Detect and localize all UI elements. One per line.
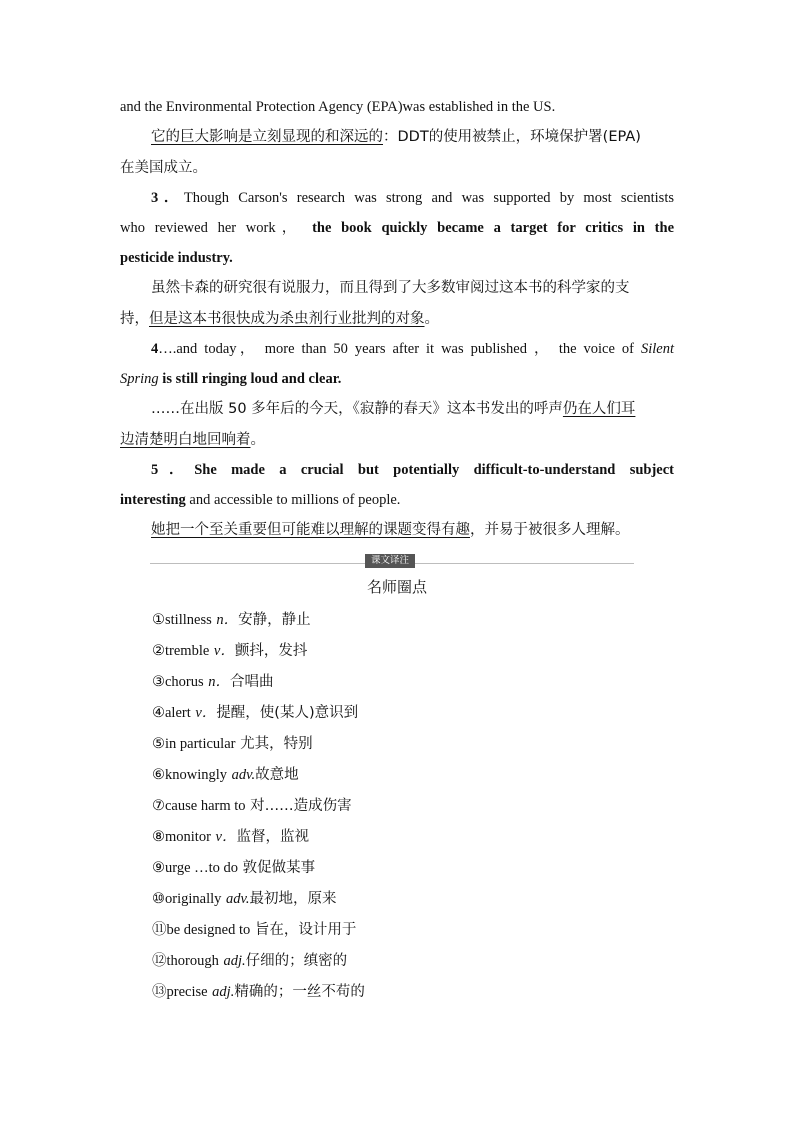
vocab-pos: n． (216, 612, 239, 628)
p2-chinese-line-1 (120, 122, 674, 153)
vocab-item (152, 791, 365, 822)
vocab-item (152, 977, 365, 1008)
vocab-mark: ② (152, 643, 165, 659)
p5-english-line-2 (120, 485, 674, 515)
p3-chinese-underlined: 但是这本书很快成为杀虫剂行业批判的对象 (149, 310, 425, 327)
vocab-mark: ⑬ (152, 984, 167, 1000)
vocab-pos: adv. (226, 891, 250, 907)
vocab-term: tremble (165, 643, 210, 659)
p4-english-2b-bold: is still ringing loud and clear. (158, 371, 342, 387)
p4-chinese-line-2 (120, 425, 674, 456)
vocab-item (152, 822, 365, 853)
vocab-term: chorus (165, 674, 204, 690)
p4-chinese-2c: 。 (250, 431, 265, 448)
vocab-mark: ⑦ (152, 798, 165, 814)
vocab-pos: v． (195, 705, 217, 721)
p5-chinese-rest: ，并易于被很多人理解。 (470, 522, 630, 538)
vocab-meaning: 颤抖，发抖 (234, 643, 308, 659)
vocab-term: urge …to do (165, 860, 239, 876)
p3-chinese-line-2 (120, 304, 674, 335)
vocab-mark: ⑫ (152, 953, 167, 969)
vocab-mark: ③ (152, 674, 165, 690)
p4-english-2a-italic: Spring (120, 371, 159, 387)
vocab-term: in particular (165, 736, 236, 752)
p4-chinese-1a: ……在出版 50 多年后的今天，《寂静的春天》这本书发出的呼声 (151, 401, 563, 417)
vocab-term: thorough (166, 953, 219, 969)
vocab-term: monitor (165, 829, 211, 845)
vocab-item (152, 760, 365, 791)
p5-english-2b: and accessible to millions of people. (185, 492, 401, 508)
p3-chinese-line-1: 虽然卡森的研究很有说服力，而且得到了大多数审阅过这本书的科学家的支 (151, 280, 630, 296)
vocab-item (152, 915, 365, 946)
p3-english-3-bold: pesticide industry. (120, 250, 233, 266)
vocab-meaning: 敦促做某事 (242, 860, 316, 876)
vocab-meaning: 旨在，设计用于 (254, 922, 357, 938)
vocab-meaning: 仔细的；缜密的 (245, 953, 348, 969)
vocab-list (152, 605, 365, 1008)
p4-english-line-1 (120, 334, 674, 364)
vocab-term: alert (165, 705, 191, 721)
vocab-pos: v． (215, 829, 237, 845)
vocab-meaning: 尤其，特别 (240, 736, 313, 752)
vocab-meaning: 合唱曲 (230, 674, 274, 690)
vocab-meaning: 提醒，使(某人)意识到 (216, 705, 359, 721)
vocab-mark: ⑪ (152, 922, 167, 938)
vocab-mark: ⑨ (152, 860, 165, 876)
p2-chinese-rest: ：DDT的使用被禁止，环境保护署(EPA) (383, 129, 641, 145)
vocab-item (152, 605, 365, 636)
p2-english-tail: and the Environmental Protection Agency (EPA)was established in the US. (120, 99, 556, 115)
vocab-meaning: 安静，静止 (238, 612, 311, 628)
p3-english-line-3 (120, 243, 674, 273)
vocab-pos: adj. (223, 953, 246, 969)
vocab-term: precise (166, 984, 208, 1000)
p2-chinese-line-2: 在美国成立。 (120, 159, 207, 176)
p4-english-1b-italic: Silent (640, 341, 674, 357)
vocab-meaning: 监督，监视 (236, 829, 309, 845)
vocab-term: stillness (165, 612, 212, 628)
p3-english-2b-bold: the book quickly became a target for critics in the (312, 220, 675, 236)
p3-chinese-2a: 持， (120, 310, 149, 327)
p4-english-line-2 (120, 364, 674, 394)
vocab-item (152, 729, 365, 760)
p4-chinese-line-1 (120, 394, 674, 425)
vocab-mark: ④ (152, 705, 165, 721)
section-badge: 课文译注 (365, 554, 415, 568)
p3-number: 3． (151, 190, 184, 206)
p5-english-2a-bold: interesting (120, 492, 186, 508)
vocab-meaning: 故意地 (255, 767, 299, 783)
vocab-item (152, 698, 365, 729)
vocab-mark: ⑤ (152, 736, 165, 752)
p3-english-line-1 (120, 183, 674, 213)
vocab-term: be designed to (166, 922, 251, 938)
section-title: 名师圈点 (366, 578, 427, 596)
vocab-pos: n． (208, 674, 231, 690)
vocab-pos: adv. (231, 767, 256, 783)
p3-english-line-2 (120, 213, 674, 243)
vocab-mark: ⑩ (152, 891, 165, 907)
vocab-meaning: 精确的；一丝不苟的 (234, 984, 365, 1000)
vocab-mark: ① (152, 612, 165, 628)
vocab-item (152, 946, 365, 977)
vocab-term: originally (165, 891, 222, 907)
p5-chinese-underlined: 她把一个至关重要但可能难以理解的课题变得有趣 (151, 522, 470, 538)
vocab-mark: ⑥ (152, 767, 165, 783)
vocab-meaning: 对……造成伤害 (250, 798, 352, 814)
vocab-item (152, 667, 365, 698)
vocab-pos: adj. (212, 984, 235, 1000)
vocab-term: knowingly (165, 767, 228, 783)
p3-english-2a: who reviewed her work， (120, 220, 303, 236)
p5-chinese-line (120, 515, 674, 546)
passage (120, 92, 674, 546)
vocab-term: cause harm to (165, 798, 246, 814)
p4-number: 4 (151, 341, 159, 357)
p2-chinese-underlined: 它的巨大影响是立刻显现的和深远的 (151, 129, 383, 145)
vocab-item (152, 884, 365, 915)
p5-english-1-bold: She made a crucial but potentially difficult-to-understand subject (194, 462, 675, 478)
p4-chinese-2-underlined: 边清楚明白地回响着 (120, 431, 251, 448)
p4-english-1a: ….and today， more than 50 years after it was published ， the voice of (158, 341, 634, 357)
p3-chinese-2c: 。 (424, 310, 439, 327)
vocab-item (152, 853, 365, 884)
p5-number: 5． (151, 462, 195, 478)
vocab-pos: v． (213, 643, 235, 659)
p4-chinese-1b-underlined: 仍在人们耳 (562, 401, 636, 417)
vocab-item (152, 636, 365, 667)
vocab-meaning: 最初地，原来 (249, 891, 337, 907)
vocab-mark: ⑧ (152, 829, 165, 845)
p5-english-line-1 (120, 455, 674, 485)
p3-english-1: Though Carson's research was strong and was supported by most scientists (183, 190, 674, 206)
